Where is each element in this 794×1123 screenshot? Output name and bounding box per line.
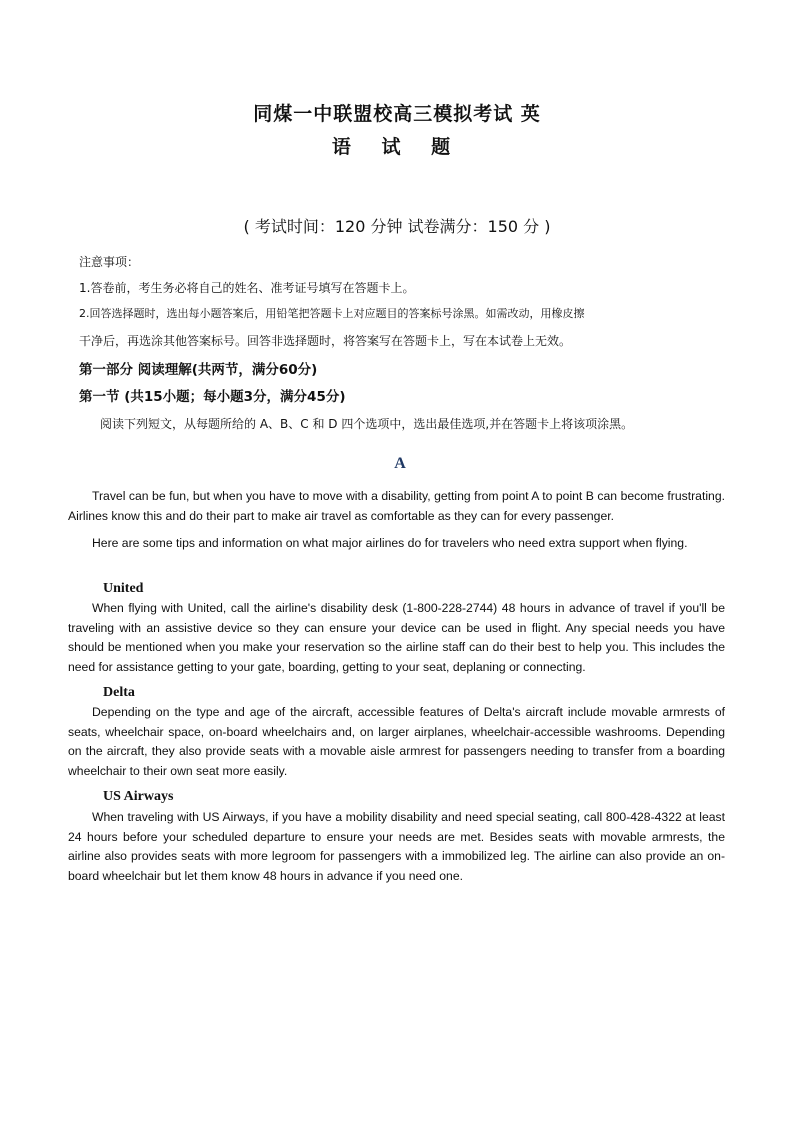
exam-time-info: ( 考试时间：120 分钟 试卷满分：150 分 ) bbox=[243, 217, 551, 236]
intro-paragraph-2: Here are some tips and information on what major airlines do for travelers who need extra support when flying. bbox=[92, 536, 688, 550]
reading-instruction: 阅读下列短文，从每题所给的 A、B、C 和 D 四个选项中，选出最佳选项,并在答题卡上将该项涂黑。 bbox=[100, 417, 634, 431]
delta-section bbox=[68, 703, 725, 781]
part-one-heading: 第一部分 阅读理解(共两节，满分60分) bbox=[79, 362, 318, 378]
passage-intro-2 bbox=[68, 534, 725, 554]
delta-heading: Delta bbox=[103, 685, 135, 700]
note-item-1: 1.答卷前，考生务必将自己的姓名、准考证号填写在答题卡上。 bbox=[79, 281, 415, 295]
passage-intro-1 bbox=[68, 487, 725, 526]
passage-letter: A bbox=[394, 455, 406, 472]
usairways-section bbox=[68, 808, 725, 886]
delta-paragraph: Depending on the type and age of the aircraft, accessible features of Delta's aircraft include movable armrests of seats, wheelchair space, on-board wheelchairs and, on larger airplanes, wheelchair-accessible washrooms. Depending on the aircraft, they also provide seats with a movable aisle armrest for passengers needing to transfer from a boarding wheelchair to their own seat more easily. bbox=[68, 705, 725, 778]
usairways-heading: US Airways bbox=[103, 789, 174, 804]
section-one-heading: 第一节 (共15小题；每小题3分，满分45分) bbox=[79, 389, 346, 405]
notes-heading: 注意事项： bbox=[79, 255, 140, 269]
united-section bbox=[68, 599, 725, 677]
united-heading: United bbox=[103, 581, 144, 596]
note-item-2: 2.回答选择题时，选出每小题答案后，用铅笔把答题卡上对应题目的答案标号涂黑。如需改动，用橡皮擦 bbox=[79, 307, 585, 320]
exam-subject: 语 试 题 bbox=[331, 136, 463, 158]
intro-paragraph-1: Travel can be fun, but when you have to move with a disability, getting from point A to point B can become frustrating. Airlines know this and do their part to make air travel as comfortable as they can for every passenger. bbox=[68, 489, 725, 523]
usairways-paragraph: When traveling with US Airways, if you have a mobility disability and need special seating, call 800-428-4322 at least 24 hours before your scheduled departure to ensure your needs are met. Besides seats with movable armrests, the airline also provides seats with more legroom for passengers with a immobilized leg. The airline can also provide an on-board wheelchair but let them know 48 hours in advance if you need one. bbox=[68, 810, 725, 883]
united-paragraph: When flying with United, call the airline's disability desk (1-800-228-2744) 48 hours in advance of travel if you'll be traveling with an assistive device so they can ensure your device can be used in flight. Any special needs you have should be mentioned when you make your reservation so the airline staff can do their best to help you. This includes the need for assistance getting to your gate, boarding, getting to your seat, deplaning or connecting. bbox=[68, 601, 725, 674]
exam-title: 同煤一中联盟校高三模拟考试 英 bbox=[253, 103, 541, 125]
note-item-2-continued: 干净后，再选涂其他答案标号。回答非选择题时，将答案写在答题卡上，写在本试卷上无效。 bbox=[79, 334, 572, 348]
